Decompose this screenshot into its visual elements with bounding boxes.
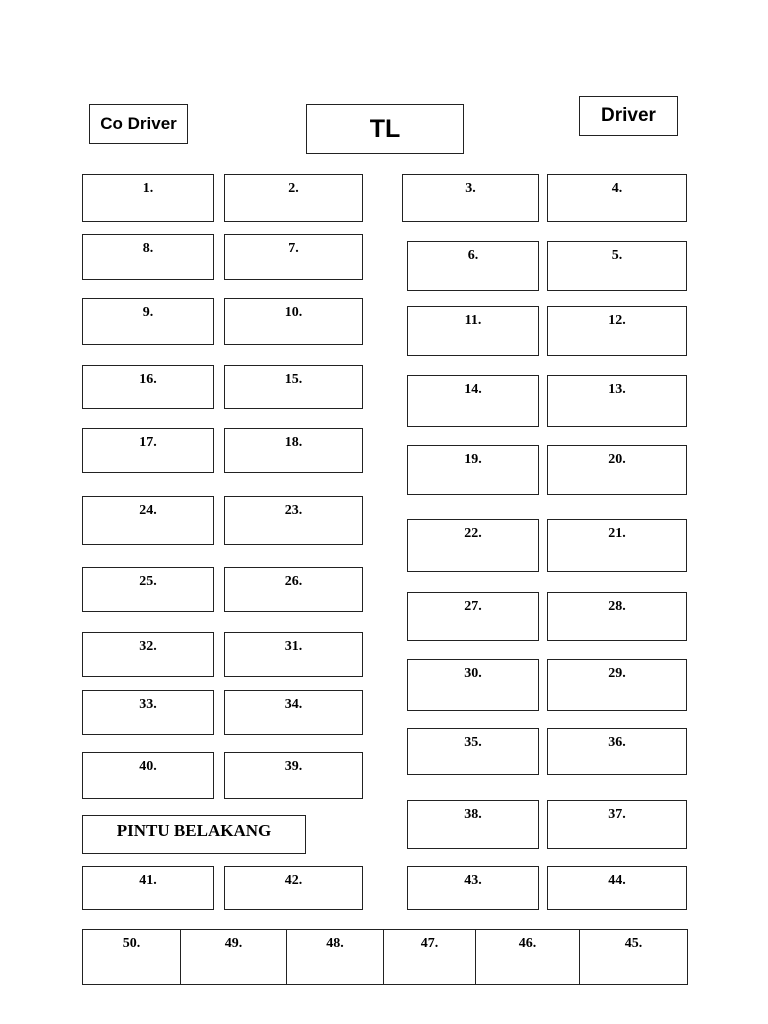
seat-22[interactable]: 22. [407,519,539,572]
seat-8[interactable]: 8. [82,234,214,280]
seat-43[interactable]: 43. [407,866,539,910]
seat-16[interactable]: 16. [82,365,214,409]
seat-4[interactable]: 4. [547,174,687,222]
seat-32[interactable]: 32. [82,632,214,677]
seat-49[interactable]: 49. [181,930,287,984]
seat-27[interactable]: 27. [407,592,539,641]
seat-5[interactable]: 5. [547,241,687,291]
seat-42[interactable]: 42. [224,866,363,910]
seat-15[interactable]: 15. [224,365,363,409]
seat-37[interactable]: 37. [547,800,687,849]
back-row [82,929,688,985]
seat-50[interactable]: 50. [83,930,181,984]
seat-35[interactable]: 35. [407,728,539,775]
seat-29[interactable]: 29. [547,659,687,711]
seat-11[interactable]: 11. [407,306,539,356]
seat-23[interactable]: 23. [224,496,363,545]
seat-3[interactable]: 3. [402,174,539,222]
seat-13[interactable]: 13. [547,375,687,427]
seat-10[interactable]: 10. [224,298,363,345]
seat-25[interactable]: 25. [82,567,214,612]
seat-48[interactable]: 48. [287,930,384,984]
seat-39[interactable]: 39. [224,752,363,799]
seat-6[interactable]: 6. [407,241,539,291]
seat-41[interactable]: 41. [82,866,214,910]
seat-17[interactable]: 17. [82,428,214,473]
seat-14[interactable]: 14. [407,375,539,427]
seat-45[interactable]: 45. [624,936,643,951]
seat-44[interactable]: 44. [547,866,687,910]
seat-12[interactable]: 12. [547,306,687,356]
back-door-label: PINTU BELAKANG [82,815,306,854]
co-driver-label: Co Driver [89,104,188,144]
seat-30[interactable]: 30. [407,659,539,711]
seat-46[interactable]: 46. [476,930,580,984]
seat-33[interactable]: 33. [82,690,214,735]
seat-24[interactable]: 24. [82,496,214,545]
seat-38[interactable]: 38. [407,800,539,849]
tl-label: TL [306,104,464,154]
seat-19[interactable]: 19. [407,445,539,495]
seat-28[interactable]: 28. [547,592,687,641]
seat-40[interactable]: 40. [82,752,214,799]
seat-36[interactable]: 36. [547,728,687,775]
seat-1[interactable]: 1. [82,174,214,222]
seat-31[interactable]: 31. [224,632,363,677]
seat-18[interactable]: 18. [224,428,363,473]
seat-26[interactable]: 26. [224,567,363,612]
seat-34[interactable]: 34. [224,690,363,735]
driver-label: Driver [579,96,678,136]
seat-7[interactable]: 7. [224,234,363,280]
seat-9[interactable]: 9. [82,298,214,345]
seat-21[interactable]: 21. [547,519,687,572]
seat-2[interactable]: 2. [224,174,363,222]
seat-20[interactable]: 20. [547,445,687,495]
seat-47[interactable]: 47. [384,930,476,984]
